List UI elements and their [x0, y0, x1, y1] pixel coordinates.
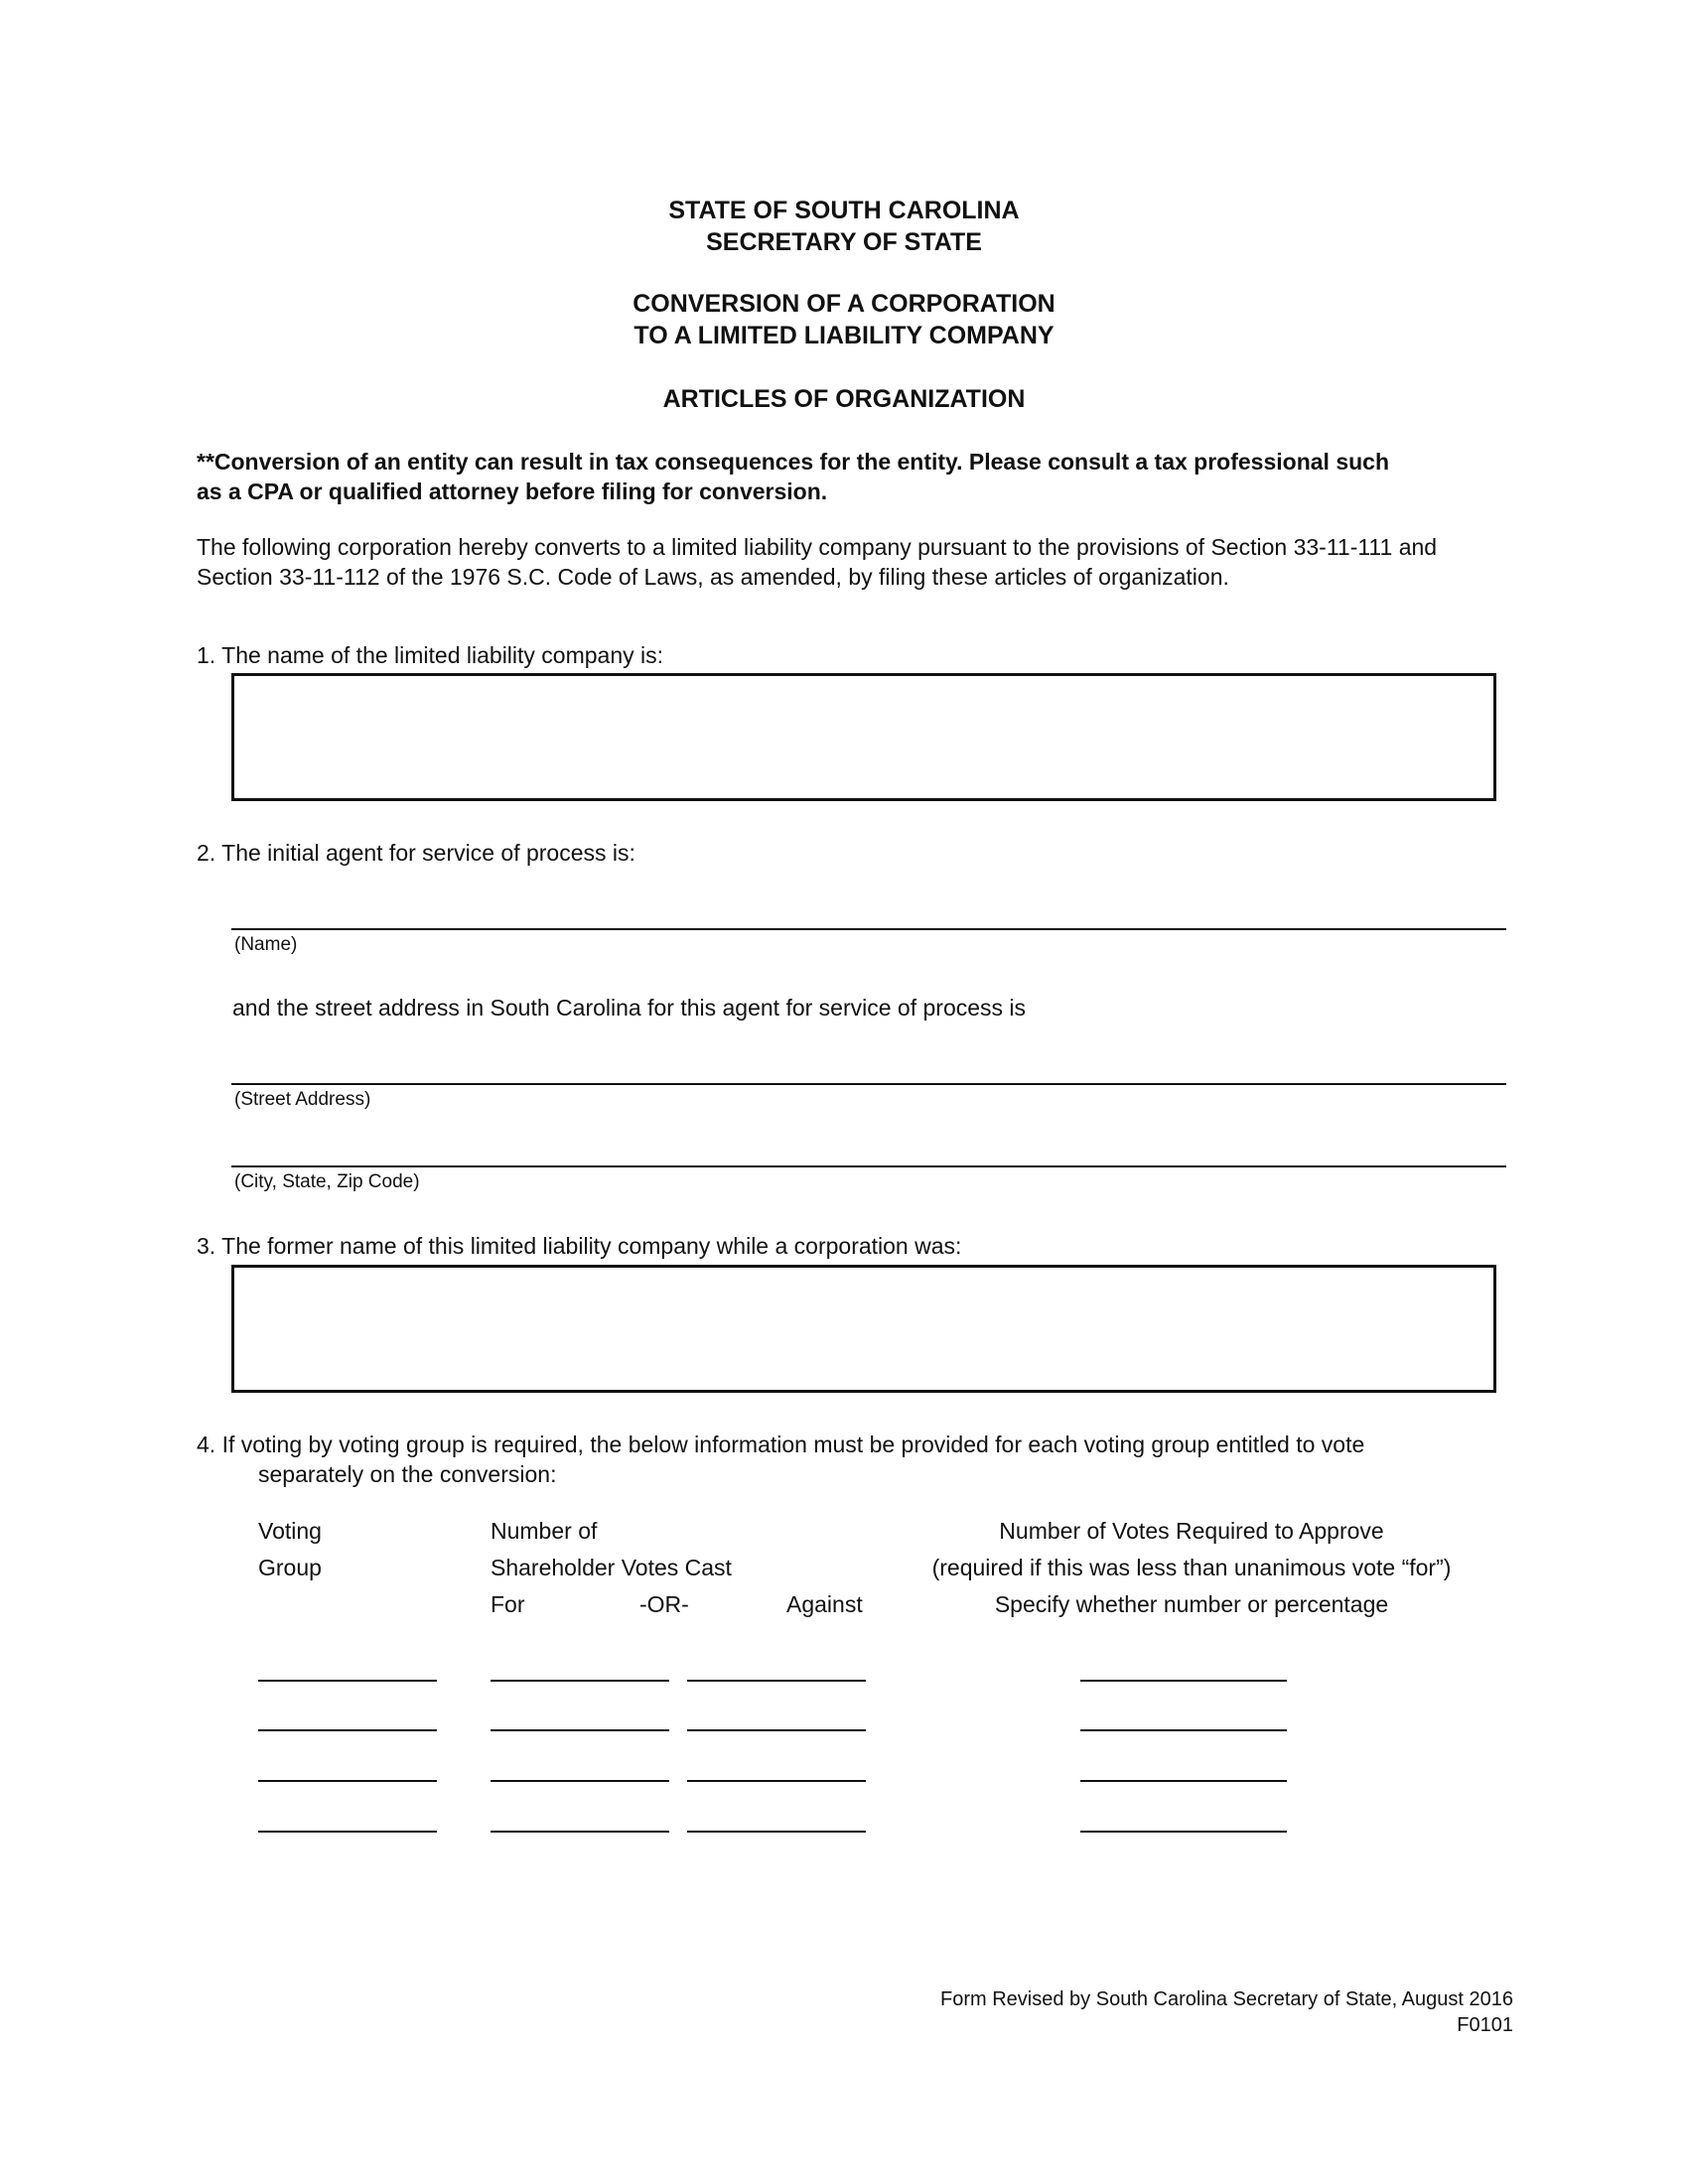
votes-for-field[interactable]: [491, 1729, 669, 1731]
col-voting-group-1: Voting: [258, 1518, 322, 1544]
state-heading: STATE OF SOUTH CAROLINA: [668, 197, 1020, 224]
votes-required-field[interactable]: [1080, 1729, 1287, 1731]
form-title-line2: TO A LIMITED LIABILITY COMPANY: [633, 322, 1055, 349]
col-voting-group-2: Group: [258, 1555, 322, 1580]
intro-line2: Section 33-11-112 of the 1976 S.C. Code of Laws, as amended, by filing these articles of organization.: [197, 564, 1229, 590]
col-for: For: [491, 1591, 525, 1617]
col-votes-required-2: (required if this was less than unanimous vote “for”): [931, 1555, 1452, 1580]
col-shareholder-votes: Shareholder Votes Cast: [491, 1555, 732, 1580]
street-address-caption: (Street Address): [234, 1089, 371, 1110]
former-name-field[interactable]: [231, 1265, 1496, 1393]
col-votes-required-1: Number of Votes Required to Approve: [999, 1518, 1384, 1544]
item1-label: 1. The name of the limited liability company is:: [197, 642, 664, 668]
col-or: -OR-: [639, 1591, 689, 1617]
item2-label: 2. The initial agent for service of process is:: [197, 840, 635, 866]
city-state-zip-caption: (City, State, Zip Code): [234, 1171, 420, 1192]
intro-line1: The following corporation hereby converts to a limited liability company pursuant to the provisions of Section 33-11-111 and: [197, 534, 1438, 560]
votes-for-field[interactable]: [491, 1780, 669, 1782]
form-revised-note: Form Revised by South Carolina Secretary of State, August 2016: [940, 1988, 1513, 2010]
votes-for-field[interactable]: [491, 1680, 669, 1682]
votes-against-field[interactable]: [687, 1780, 866, 1782]
agent-address-text: and the street address in South Carolina for this agent for service of process is: [232, 995, 1027, 1021]
form-title-line1: CONVERSION OF A CORPORATION: [633, 290, 1055, 318]
form-subtitle: ARTICLES OF ORGANIZATION: [662, 385, 1026, 413]
votes-required-field[interactable]: [1080, 1831, 1287, 1833]
form-number: F0101: [1457, 2014, 1513, 2036]
item4-line1: 4. If voting by voting group is required, the below information must be provided for each voting group entitled to vote: [197, 1432, 1365, 1457]
col-against: Against: [786, 1591, 863, 1617]
votes-required-field[interactable]: [1080, 1780, 1287, 1782]
tax-warning-line1: **Conversion of an entity can result in tax consequences for the entity. Please consult a tax professional such: [197, 449, 1390, 475]
votes-against-field[interactable]: [687, 1680, 866, 1682]
col-votes-required-3: Specify whether number or percentage: [994, 1591, 1389, 1617]
votes-required-field[interactable]: [1080, 1680, 1287, 1682]
voting-group-field[interactable]: [258, 1680, 437, 1682]
agent-name-caption: (Name): [234, 934, 298, 955]
item4-line2: separately on the conversion:: [258, 1461, 557, 1487]
voting-group-field[interactable]: [258, 1729, 437, 1731]
votes-against-field[interactable]: [687, 1729, 866, 1731]
street-address-field[interactable]: [231, 1083, 1506, 1085]
tax-warning-line2: as a CPA or qualified attorney before filing for conversion.: [197, 478, 828, 504]
office-heading: SECRETARY OF STATE: [706, 228, 982, 256]
city-state-zip-field[interactable]: [231, 1165, 1506, 1167]
voting-group-field[interactable]: [258, 1831, 437, 1833]
votes-for-field[interactable]: [491, 1831, 669, 1833]
voting-group-field[interactable]: [258, 1780, 437, 1782]
llc-name-field[interactable]: [231, 673, 1496, 801]
item3-label: 3. The former name of this limited liability company while a corporation was:: [197, 1233, 962, 1259]
col-number-of: Number of: [491, 1518, 598, 1544]
votes-against-field[interactable]: [687, 1831, 866, 1833]
agent-name-field[interactable]: [231, 928, 1506, 930]
